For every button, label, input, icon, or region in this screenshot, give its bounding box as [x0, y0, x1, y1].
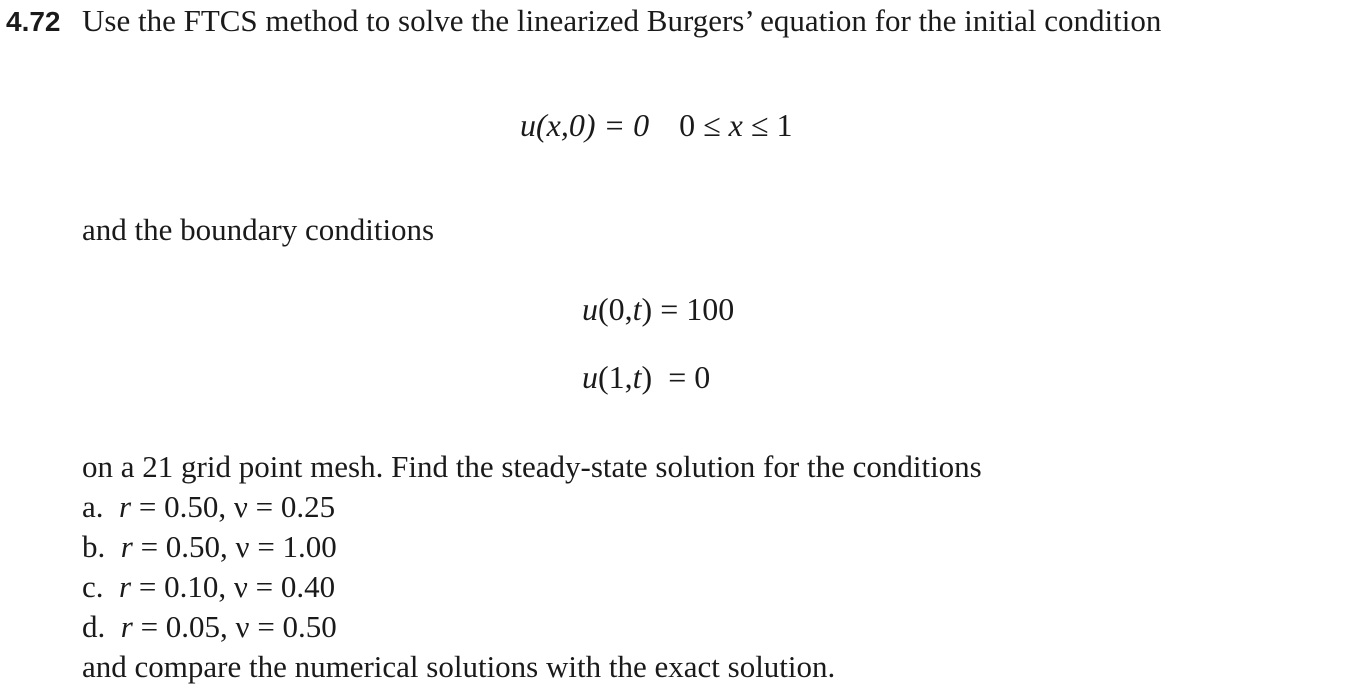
range-upper: ≤ 1	[742, 107, 793, 143]
initial-condition-lhs: u(x,0) = 0	[520, 107, 650, 143]
mesh-instruction-text: on a 21 grid point mesh. Find the steady-state solution for the conditions	[82, 449, 982, 484]
case-label: a.	[82, 489, 104, 524]
case-values: = 0.50, ν = 1.00	[132, 529, 337, 564]
boundary-condition-right	[582, 361, 710, 393]
case-item-b	[82, 531, 337, 562]
case-values: = 0.10, ν = 0.40	[131, 569, 336, 604]
closing-instruction-text: and compare the numerical solutions with the exact solution.	[82, 649, 836, 684]
bc-args: (0,	[598, 291, 633, 327]
case-label: b.	[82, 529, 106, 564]
boundary-intro-text: and the boundary conditions	[82, 212, 435, 247]
bc-function: u	[582, 291, 598, 327]
problem-intro-text: Use the FTCS method to solve the linearized Burgers’ equation for the initial condition	[82, 3, 1162, 38]
bc-value: ) = 100	[641, 291, 735, 327]
case-r-var: r	[120, 609, 133, 644]
case-r-var: r	[119, 489, 132, 524]
case-values: = 0.50, ν = 0.25	[131, 489, 336, 524]
range-variable: x	[728, 107, 743, 143]
bc-function: u	[582, 359, 598, 395]
case-item-a	[82, 491, 335, 522]
range-lower: 0 ≤	[679, 107, 729, 143]
initial-condition-equation	[520, 109, 792, 141]
case-r-var: r	[120, 529, 133, 564]
problem-number: 4.72	[6, 6, 61, 37]
case-item-d	[82, 611, 337, 642]
bc-value: ) = 0	[641, 359, 711, 395]
case-label: d.	[82, 609, 106, 644]
case-label: c.	[82, 569, 104, 604]
case-values: = 0.05, ν = 0.50	[132, 609, 337, 644]
bc-args: (1,	[598, 359, 633, 395]
boundary-condition-left	[582, 293, 734, 325]
bc-time-var: t	[632, 291, 642, 327]
case-r-var: r	[119, 569, 132, 604]
bc-time-var: t	[632, 359, 642, 395]
case-item-c	[82, 571, 335, 602]
